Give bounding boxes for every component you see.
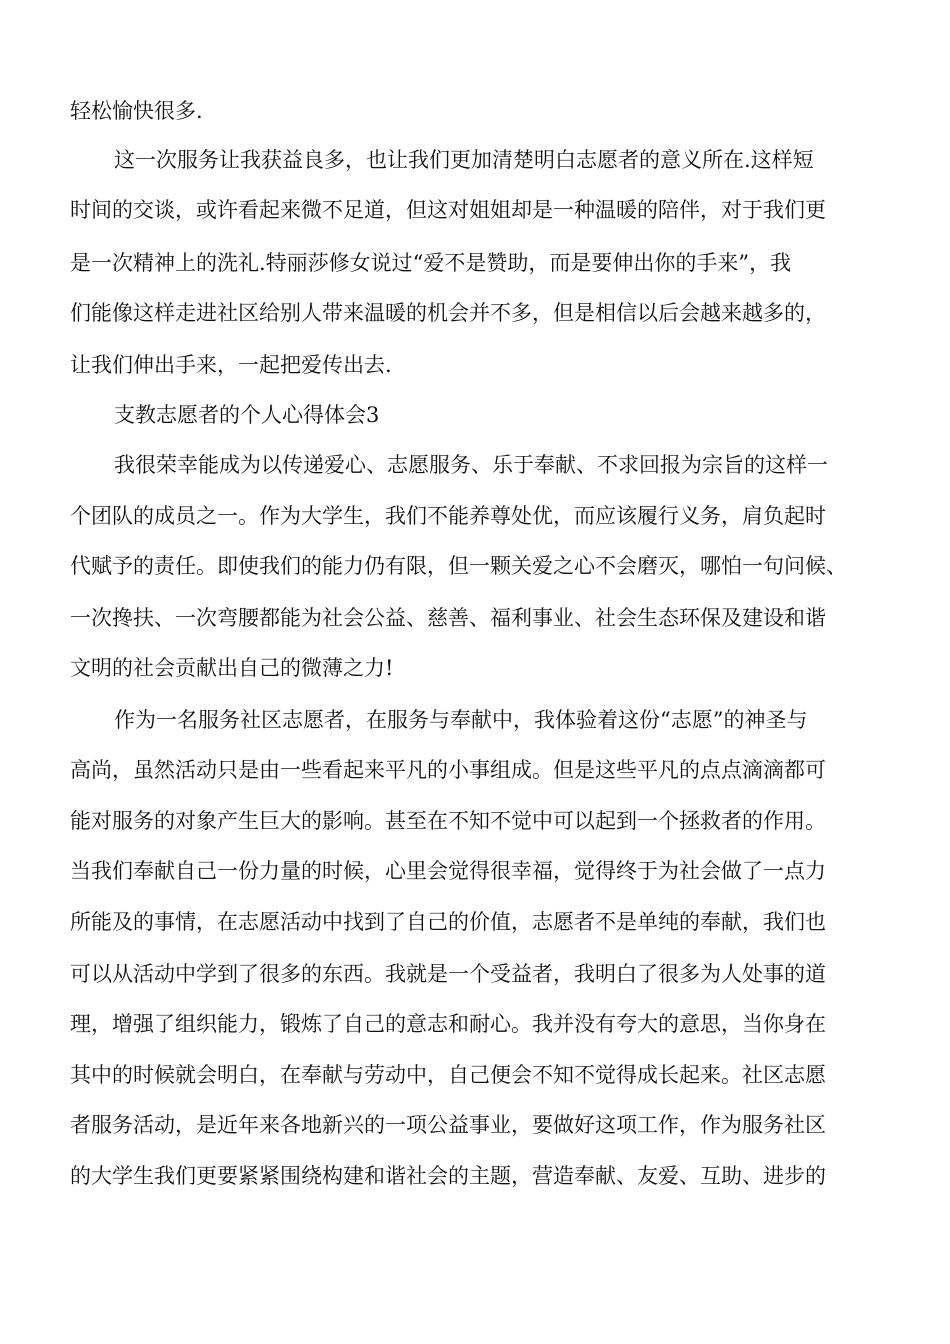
section-heading: 支教志愿者的个人心得体会3: [114, 403, 380, 427]
text-line: 其中的时候就会明白，在奉献与劳动中，自己便会不知不觉得成长起来。社区志愿: [70, 1063, 826, 1087]
text-line: 可以从活动中学到了很多的东西。我就是一个受益者，我明白了很多为人处事的道: [70, 962, 826, 986]
text-line: 文明的社会贡献出自己的微薄之力!: [70, 656, 394, 680]
text-line: 理，增强了组织能力，锻炼了自己的意志和耐心。我并没有夸大的意思，当你身在: [70, 1012, 826, 1036]
text-line: 高尚，虽然活动只是由一些看起来平凡的小事组成。但是这些平凡的点点滴滴都可: [70, 758, 826, 782]
paragraph-first-line: 我很荣幸能成为以传递爱心、志愿服务、乐于奉献、不求回报为宗旨的这样一: [114, 453, 828, 477]
text-line: 们能像这样走进社区给别人带来温暖的机会并不多，但是相信以后会越来越多的，: [70, 301, 826, 325]
text-line: 所能及的事情，在志愿活动中找到了自己的价值，志愿者不是单纯的奉献，我们也: [70, 910, 826, 934]
text-line: 是一次精神上的洗礼.特丽莎修女说过“爱不是赞助，而是要伸出你的手来”，我: [70, 251, 792, 275]
text-line: 的大学生我们更要紧紧围绕构建和谐社会的主题，营造奉献、友爱、互助、进步的: [70, 1164, 826, 1188]
text-line: 时间的交谈，或许看起来微不足道，但这对姐姐却是一种温暖的陪伴，对于我们更: [70, 198, 826, 222]
text-line: 轻松愉快很多.: [70, 99, 203, 123]
text-line: 让我们伸出手来，一起把爱传出去.: [70, 353, 392, 377]
text-line: 代赋予的责任。即使我们的能力仍有限，但一颗关爱之心不会磨灭，哪怕一句问候、: [70, 554, 847, 578]
paragraph-first-line: 作为一名服务社区志愿者，在服务与奉献中，我体验着这份“志愿”的神圣与: [114, 708, 808, 732]
text-line: 个团队的成员之一。作为大学生，我们不能养尊处优，而应该履行义务，肩负起时: [70, 504, 826, 528]
text-line: 能对服务的对象产生巨大的影响。甚至在不知不觉中可以起到一个拯救者的作用。: [70, 809, 826, 833]
text-line: 者服务活动，是近年来各地新兴的一项公益事业，要做好这项工作，作为服务社区: [70, 1113, 826, 1137]
paragraph-first-line: 这一次服务让我获益良多，也让我们更加清楚明白志愿者的意义所在.这样短: [114, 148, 814, 172]
text-line: 当我们奉献自己一份力量的时候，心里会觉得很幸福，觉得终于为社会做了一点力: [70, 859, 826, 883]
text-line: 一次搀扶、一次弯腰都能为社会公益、慈善、福利事业、社会生态环保及建设和谐: [70, 606, 826, 630]
